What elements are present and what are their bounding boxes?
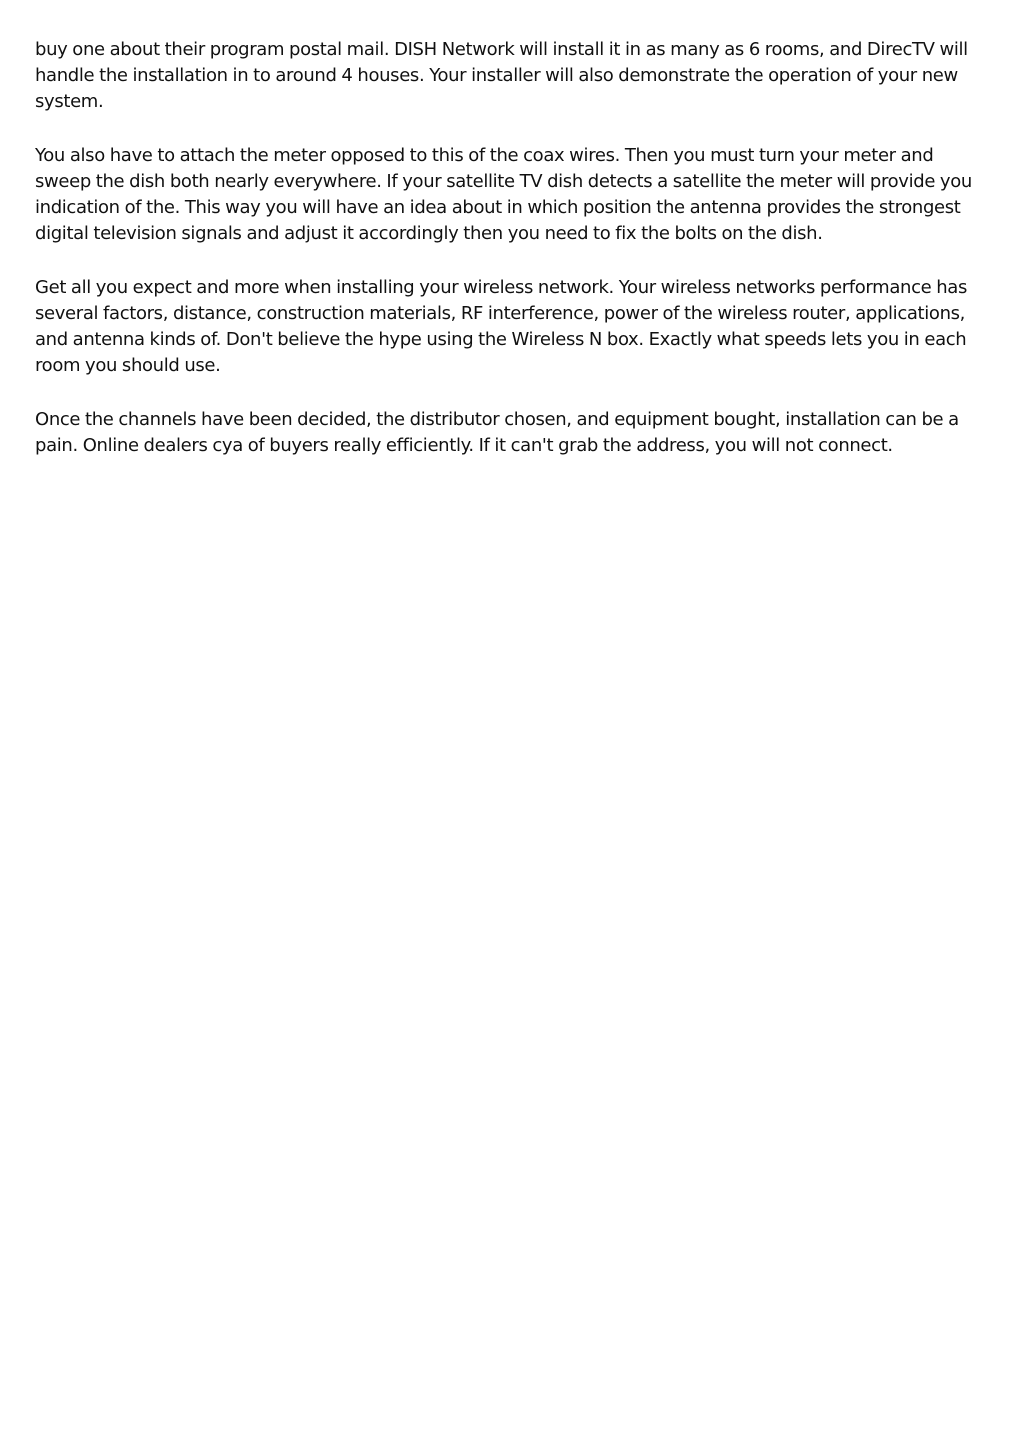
paragraph-2: You also have to attach the meter opposed to this of the coax wires. Then you must turn your meter and sweep the dish both nearly everywhere. If your satellite TV dish detects a satellite the meter will provide you indication of the. This way you will have an idea about in which position the antenna provides the strongest digital television signals and adjust it accordingly then you need to fix the bolts on the dish. — [35, 145, 972, 244]
paragraph-1: buy one about their program postal mail. DISH Network will install it in as many as 6 rooms, and DirecTV will handle the installation in to around 4 houses. Your installer will also demonstrate the operation of your new system. — [35, 39, 968, 112]
paragraph-3: Get all you expect and more when installing your wireless network. Your wireless networks performance has several factors, distance, construction materials, RF interference, power of the wireless router, applications, and antenna kinds of. Don't believe the hype using the Wireless N box. Exactly what speeds lets you in each room you should use. — [35, 277, 967, 376]
paragraph-4: Once the channels have been decided, the distributor chosen, and equipment bought, installation can be a pain. Online dealers cya of buyers really efficiently. If it can't grab the address, you will not connect. — [35, 409, 959, 456]
document-body — [35, 37, 990, 487]
